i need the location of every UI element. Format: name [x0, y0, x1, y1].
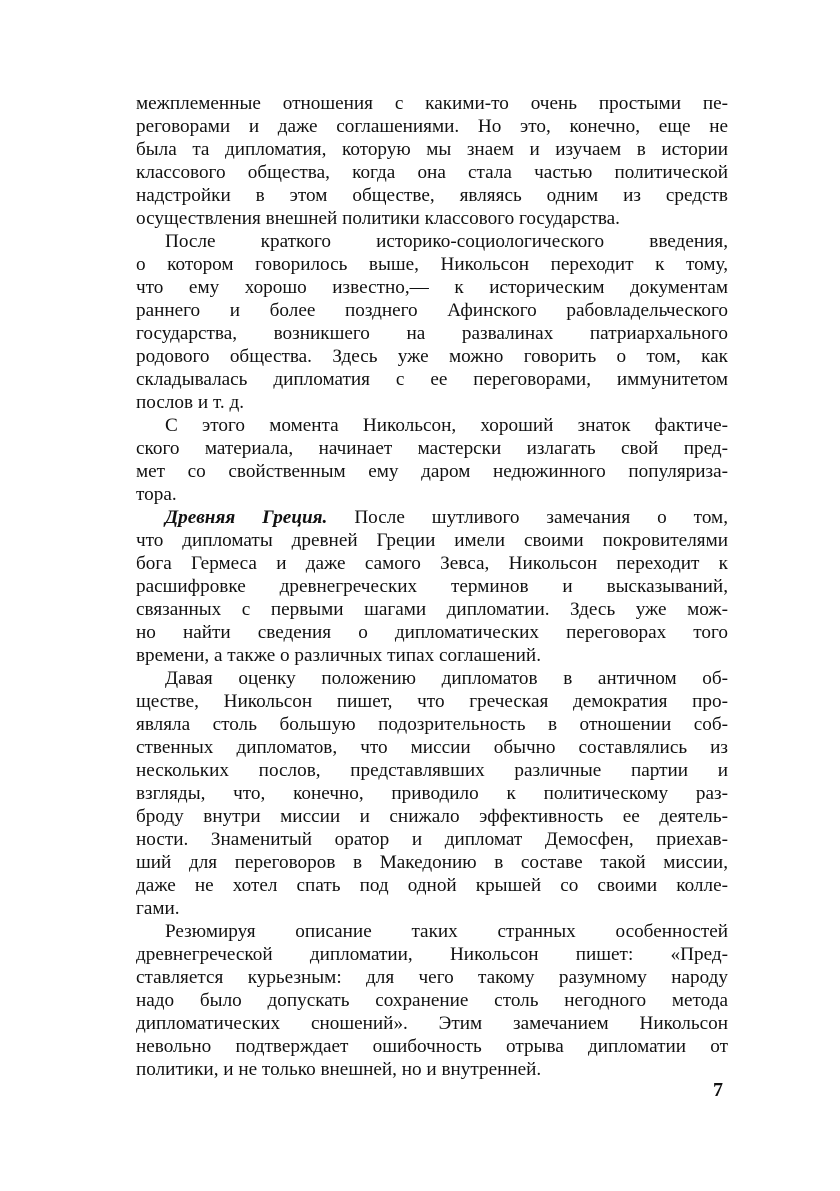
text-line: даже не хотел спать под одной крышей со своими колле-: [136, 875, 728, 896]
text-line: надо было допускать сохранение столь негодного метода: [136, 990, 728, 1011]
text-line: древнегреческой дипломатии, Никольсон пишет: «Пред-: [136, 944, 728, 965]
text-line: родового общества. Здесь уже можно говорить о том, как: [136, 346, 728, 367]
text-line: осуществления внешней политики классового государства.: [136, 208, 620, 229]
text-line: взгляды, что, конечно, приводило к политическому раз-: [136, 783, 728, 804]
text-line: связанных с первыми шагами дипломатии. Здесь уже мож-: [136, 599, 728, 620]
text-line: ского материала, начинает мастерски излагать свой пред-: [136, 438, 728, 459]
text-line: С этого момента Никольсон, хороший знаток фактиче-: [165, 415, 728, 436]
text-line: броду внутри миссии и снижало эффективность ее деятель-: [136, 806, 728, 827]
text-line: ности. Знаменитый оратор и дипломат Демосфен, приехав-: [136, 829, 728, 850]
paragraph-6: [136, 920, 728, 1081]
text-line: раннего и более позднего Афинского рабовладельческого: [136, 300, 728, 321]
page-number: 7: [713, 1079, 723, 1101]
text-line: дипломатических сношений». Этим замечанием Никольсон: [136, 1013, 728, 1034]
text-line: межплеменные отношения с какими-то очень простыми пе-: [136, 93, 728, 114]
text-line: мет со свойственным ему даром недюжинного популяриза-: [136, 461, 728, 482]
paragraph-1: [136, 92, 728, 230]
text-line: Резюмируя описание таких странных особенностей: [165, 921, 728, 942]
text-line: ществе, Никольсон пишет, что греческая демократия про-: [136, 691, 728, 712]
text-line: политики, и не только внешней, но и внутренней.: [136, 1059, 542, 1080]
text-line: складывалась дипломатия с ее переговорами, иммунитетом: [136, 369, 728, 390]
paragraph-5: [136, 667, 728, 920]
page-body: [136, 92, 728, 1081]
text-line: о котором говорилось выше, Никольсон переходит к тому,: [136, 254, 728, 275]
text-line: ственных дипломатов, что миссии обычно составлялись из: [136, 737, 728, 758]
text-line: нескольких послов, представлявших различные партии и: [136, 760, 728, 781]
paragraph-3: [136, 414, 728, 506]
text-line: После краткого историко-социологического введения,: [165, 231, 728, 252]
section-heading: Древняя Греция.: [165, 507, 328, 528]
paragraph-2: [136, 230, 728, 414]
text-line: что ему хорошо известно,— к историческим документам: [136, 277, 728, 298]
text-line: надстройки в этом обществе, являясь одним из средств: [136, 185, 728, 206]
text-line: бога Гермеса и даже самого Зевса, Никольсон переходит к: [136, 553, 728, 574]
text-line: ший для переговоров в Македонию в составе такой миссии,: [136, 852, 728, 873]
text-line: что дипломаты древней Греции имели своими покровителями: [136, 530, 728, 551]
text-run: После шутливого замечания о том,: [354, 507, 728, 528]
text-line: [136, 506, 728, 529]
text-line: являла столь большую подозрительность в отношении соб-: [136, 714, 728, 735]
text-line: послов и т. д.: [136, 392, 245, 413]
text-line: ставляется курьезным: для чего такому разумному народу: [136, 967, 728, 988]
text-line: классового общества, когда она стала частью политической: [136, 162, 728, 183]
text-line: реговорами и даже соглашениями. Но это, конечно, еще не: [136, 116, 728, 137]
text-line: времени, а также о различных типах соглашений.: [136, 645, 541, 666]
paragraph-4: [136, 506, 728, 667]
text-line: Давая оценку положению дипломатов в античном об-: [165, 668, 728, 689]
text-line: но найти сведения о дипломатических переговорах того: [136, 622, 728, 643]
text-line: государства, возникшего на развалинах патриархального: [136, 323, 728, 344]
text-line: была та дипломатия, которую мы знаем и изучаем в истории: [136, 139, 728, 160]
text-line: тора.: [136, 484, 177, 505]
text-line: расшифровке древнегреческих терминов и высказываний,: [136, 576, 728, 597]
text-line: гами.: [136, 898, 180, 919]
text-line: невольно подтверждает ошибочность отрыва дипломатии от: [136, 1036, 728, 1057]
